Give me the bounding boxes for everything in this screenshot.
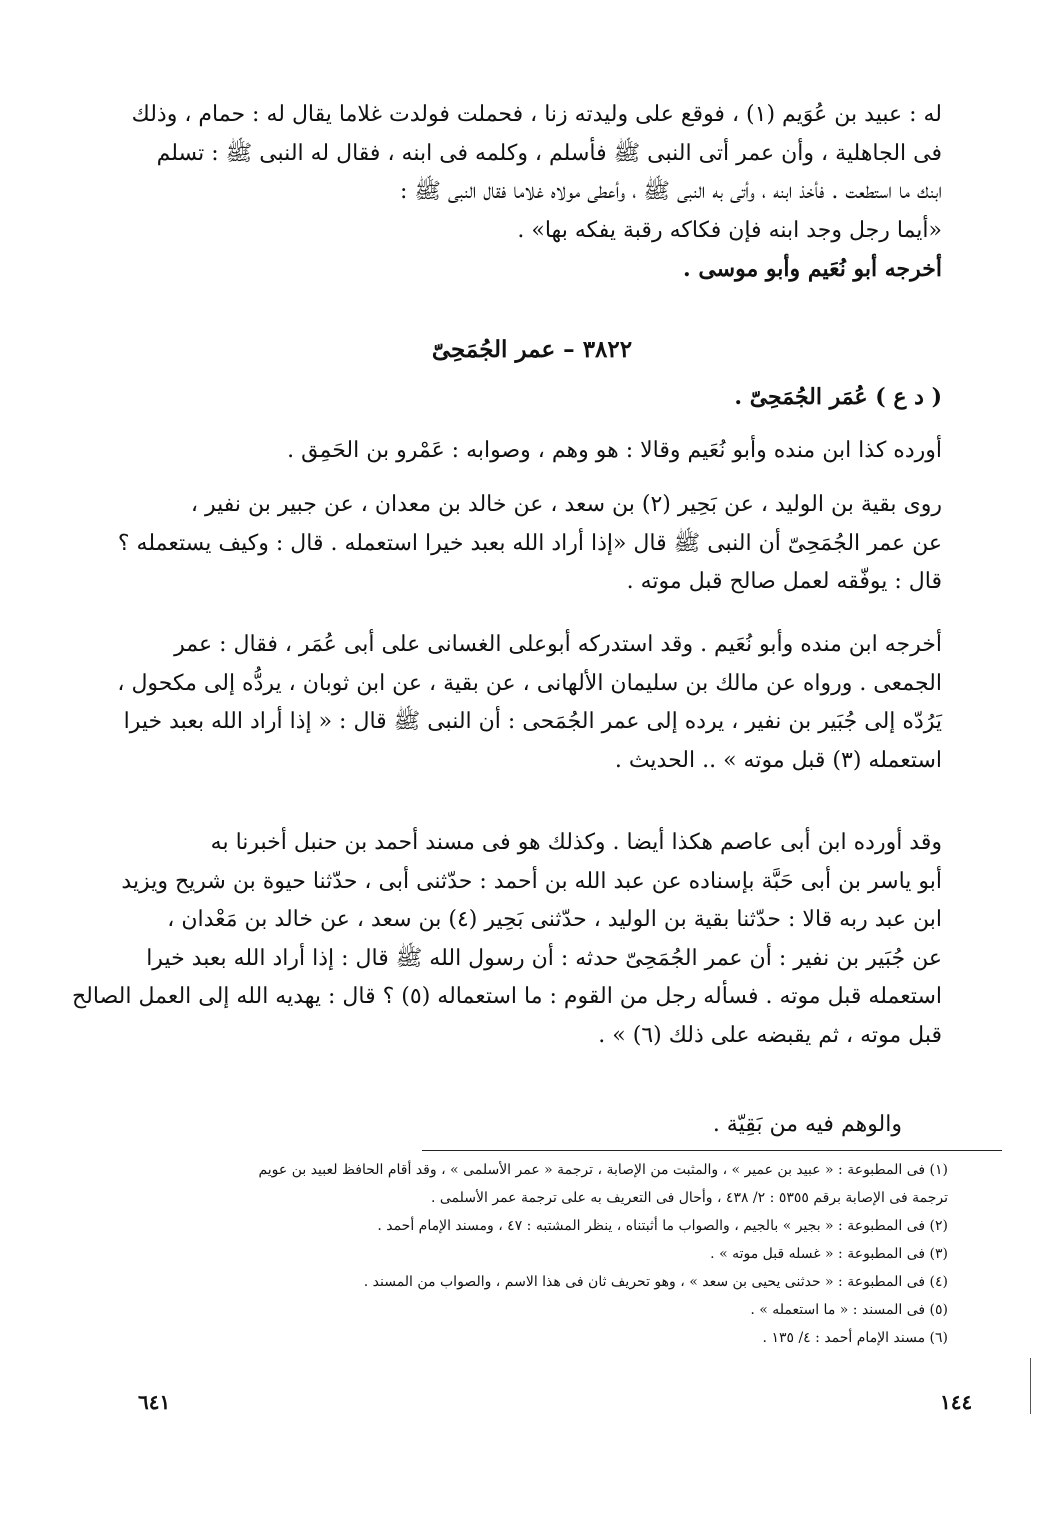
footnote: (٣) فى المطبوعة : « غسله قبل موته » . [710,1246,948,1262]
footnote: (١) فى المطبوعة : « عبيد بن عمير » ، والمثبت من الإصابة ، ترجمة « عمر الأسلمى » ، وقد أقام الحافظ لعبيد بن عويم [258,1162,948,1178]
footnote: (٥) فى المسند : « ما استعمله » . [750,1302,948,1318]
footnote: (٦) مسند الإمام أحمد : ٤/ ١٣٥ . [762,1330,948,1346]
footnotes [118,1156,948,1352]
text-line: الجمعى . ورواه عن مالك بن سليمان الألهانى ، عن بقية ، عن ابن ثوبان ، يردُّه إلى مكحول ، [117,670,942,696]
entry-title: ٣٨٢٢ – عمر الجُمَحِىّ [431,336,633,363]
paragraph-5 [122,1106,942,1145]
text-line: قبل موته ، ثم يقبضه على ذلك (٦) » . [598,1022,942,1048]
text-line: والوهم فيه من بَقِيّة . [712,1112,902,1137]
paragraph-3 [117,626,942,780]
text-line: أخرجه ابن منده وأبو نُعَيم . وقد استدركه أبوعلى الغسانى على أبى عُمَر ، فقال : عمر [174,632,942,657]
footnote: ترجمة فى الإصابة برقم ٥٣٥٥ : ٢/ ٤٣٨ ، وأحال فى التعريف به على ترجمة عمر الأسلمى . [430,1190,948,1206]
page-number-secondary: ٦٤١ [138,1390,171,1414]
paragraph-1 [122,432,942,471]
footnote: (٢) فى المطبوعة : « بجير » بالجيم ، والصواب ما أثبتناه ، ينظر المشتبه : ٤٧ ، ومسند الإمام أحمد . [377,1218,948,1234]
text-line: استعمله قبل موته . فسأله رجل من القوم : ما استعماله (٥) ؟ قال : يهديه الله إلى العمل الصالح [71,984,942,1009]
page-number: ١٤٤ [940,1390,973,1414]
text-line: وقد أورده ابن أبى عاصم هكذا أيضا . وكذلك هو فى مسند أحمد بن حنبل أخبرنا به [210,830,942,855]
text-line: ابن عبد ربه قالا : حدّثنا بقية بن الوليد ، حدّثنى بَحِير (٤) بن سعد ، عن خالد بن مَعْدان ، [167,907,942,932]
footnote: (٤) فى المطبوعة : « حدثنى يحيى بن سعد » ، وهو تحريف ثان فى هذا الاسم ، والصواب من المسند . [363,1274,948,1290]
text-line: «أيما رجل وجد ابنه فإن فكاكه رقبة يفكه بها» . [517,217,942,243]
entry-sigla: ( د ع ) عُمَر الجُمَحِىّ . [734,384,942,410]
page-edge-mark [1030,1358,1031,1414]
text-line: أخرجه أبو نُعَيم وأبو موسى . [683,256,942,282]
paragraph-2 [117,486,942,602]
paragraph-4 [71,824,942,1055]
text-line: عن عمر الجُمَحِىّ أن النبى ﷺ قال «إذا أراد الله بعبد خيرا استعمله . قال : وكيف يستعمله ؟ [117,530,942,556]
text-line: فى الجاهلية ، وأن عمر أتى النبى ﷺ فأسلم ، وكلمه فى ابنه ، فقال له النبى ﷺ : تسلم [156,140,942,166]
text-line: ابنك ما استطعت . فأخذ ابنه ، وأتى به النبى ﷺ ، وأعطى مولاه غلاما فقال النبى ﷺ : [399,179,942,204]
text-line: أبو ياسر بن أبى حَبَّة بإسناده عن عبد الله بن أحمد : حدّثنى أبى ، حدّثنا حيوة بن شريح ويزيد [121,868,942,894]
text-line: أورده كذا ابن منده وأبو نُعَيم وقالا : هو وهم ، وصوابه : عَمْرو بن الحَمِق . [287,438,942,463]
text-line: استعمله (٣) قبل موته » .. الحديث . [614,747,942,773]
text-line: يَرُدّه إلى جُبَير بن نفير ، يرده إلى عمر الجُمَحى : أن النبى ﷺ قال : « إذا أراد الله بعبد خيرا [123,709,942,734]
top-paragraph [122,96,942,289]
text-line: روى بقية بن الوليد ، عن بَحِير (٢) بن سعد ، عن خالد بن معدان ، عن جبير بن نفير ، [190,492,942,517]
text-line: عن جُبَير بن نفير : أن عمر الجُمَحِىّ حدثه : أن رسول الله ﷺ قال : إذا أراد الله بعبد خيرا [146,945,942,971]
text-line: له : عبيد بن عُوَيم (١) ، فوقع على وليدته زنا ، فحملت فولدت غلاما يقال له : حمام ، وذلك [131,102,942,127]
text-line: قال : يوفّقه لعمل صالح قبل موته . [626,569,942,594]
footnote-divider [422,1150,1002,1151]
